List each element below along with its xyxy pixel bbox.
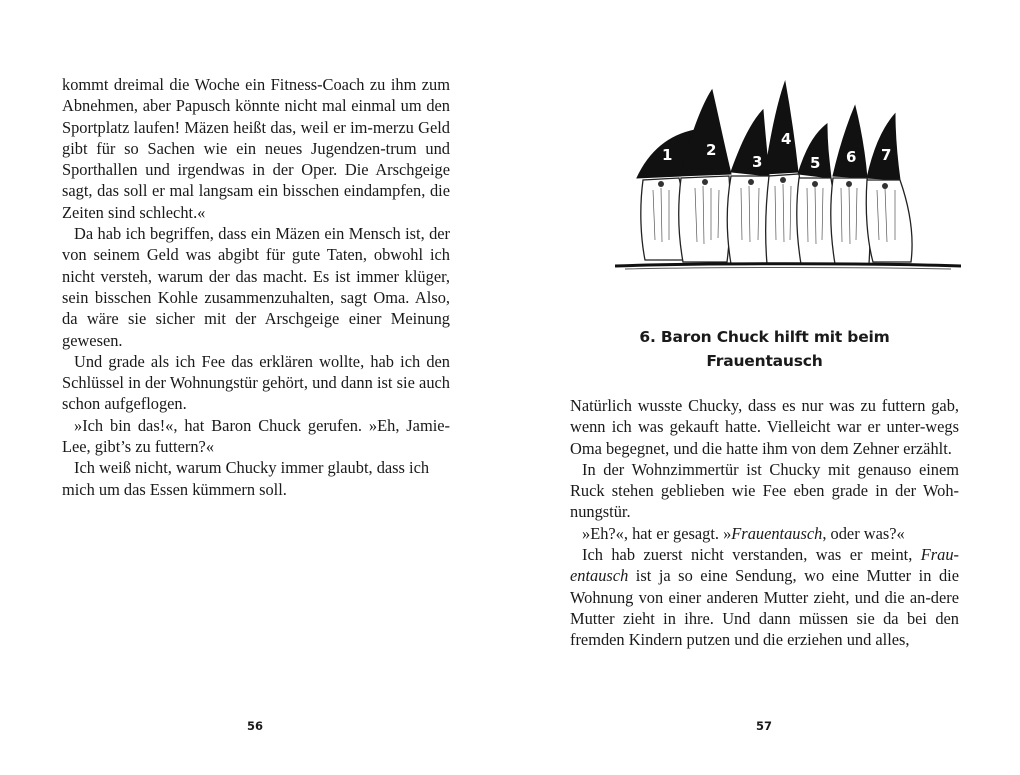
paragraph	[570, 523, 959, 544]
text-span: , oder was?«	[822, 523, 905, 543]
italic-title: Frauentausch	[731, 523, 823, 543]
hat-number: 5	[810, 154, 821, 172]
hat-number: 1	[662, 146, 673, 164]
chapter-title-line: 6. Baron Chuck hilft mit beim	[639, 328, 890, 346]
paragraph: In der Wohnzimmertür ist Chucky mit genauso einem Ruck stehen geblieben wie Fee eben grade in der Woh-nungstür.	[570, 459, 959, 522]
paragraph: Und grade als ich Fee das erklären wollte, hab ich den Schlüssel in der Wohnungstür gehört, und dann ist sie auch schon aufgeflogen.	[62, 351, 450, 414]
paragraph	[570, 544, 959, 650]
text-span: Ich hab zuerst nicht verstanden, was er meint,	[582, 545, 921, 565]
chapter-title-line: Frauentausch	[706, 352, 823, 370]
chapter-title	[570, 325, 959, 373]
hat-number: 2	[706, 141, 717, 159]
paragraph: »Ich bin das!«, hat Baron Chuck gerufen. »Eh, Jamie-Lee, gibt’s zu futtern?«	[62, 415, 450, 457]
right-page	[510, 0, 1020, 775]
paragraph: Natürlich wusste Chucky, dass es nur was zu futtern gab, wenn ich was gekauft hatte. Vielleicht war er unter-wegs Oma begegnet, und die hatte ihm von dem Zehner erzählt.	[570, 396, 959, 458]
gnomes-illustration	[615, 80, 961, 272]
hat-number: 7	[881, 146, 892, 164]
paragraph: kommt dreimal die Woche ein Fitness-Coach zu ihm zum Abnehmen, aber Papusch könnte nicht mal einmal um den Sportplatz laufen! Mäzen heißt das, weil er im-merzu Geld gibt für so Sachen wie ein neues Jugendzen-trum und Sporthallen und irgendwas in der Oper. Die Arschgeige sagt, das soll er mal langsam ein bisschen eindampfen, die Zeiten sind schlecht.«	[62, 75, 450, 222]
hat-number: 6	[846, 148, 857, 166]
gnome-bodies	[641, 174, 912, 264]
text-span: »Eh?«, hat er gesagt. »	[582, 523, 732, 543]
page-number-left: 56	[246, 719, 263, 733]
hat-number: 4	[781, 130, 792, 148]
right-body-text	[570, 395, 959, 651]
italic-title: Frau-entausch	[570, 545, 959, 586]
page-number-right: 57	[755, 719, 772, 733]
hat-number: 3	[752, 153, 763, 171]
paragraph: Da hab ich begriffen, dass ein Mäzen ein Mensch ist, der von seinem Geld was abgibt für gute Taten, obwohl ich nicht versteh, warum der das macht. Es ist immer klüger, sein bisschen Kohle zusammenzuhalten, sagt Oma. Also, da wäre sie sicher mit der Arschgeige einer Meinung gewesen.	[62, 224, 450, 350]
gnome-hats	[637, 82, 900, 180]
left-body-text	[62, 74, 450, 500]
text-span: ist ja so eine Sendung, wo eine Mutter in die Wohnung von einer anderen Mutter zieht, und die an-dere Mutter zieht in ihre. Und dann müssen sie da bei den fremden Kindern putzen und die erziehen und alles,	[570, 566, 959, 650]
paragraph: Ich weiß nicht, warum Chucky immer glaubt, dass ich mich um das Essen kümmern soll.	[62, 458, 430, 499]
